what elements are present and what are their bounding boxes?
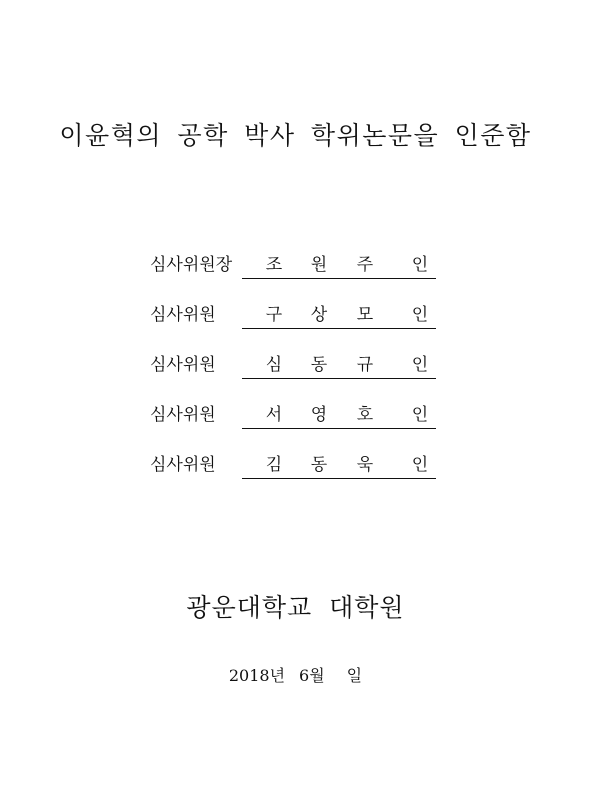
member-name-char: 영 xyxy=(310,405,328,425)
date-month: 6월 xyxy=(299,666,325,685)
member-name-char: 욱 xyxy=(356,455,374,475)
date-year: 2018년 xyxy=(228,666,286,685)
page-title: 이윤혁의 공학 박사 학위논문을 인준함 xyxy=(59,121,532,150)
university-name: 광운대학교 대학원 xyxy=(186,593,405,622)
seal-mark: 인 xyxy=(411,405,429,425)
member-role: 심사위원 xyxy=(150,455,216,475)
signature-line xyxy=(242,302,436,329)
seal-mark: 인 xyxy=(411,255,429,275)
member-name-char: 주 xyxy=(356,255,374,275)
signature-line xyxy=(242,352,436,379)
committee-member-row xyxy=(150,452,450,502)
seal-mark: 인 xyxy=(411,355,429,375)
committee-member-row xyxy=(150,252,450,302)
signature-line xyxy=(242,402,436,429)
member-role: 심사위원 xyxy=(150,355,216,375)
member-name-char: 동 xyxy=(310,355,328,375)
member-name-char: 동 xyxy=(310,455,328,475)
member-name-char: 구 xyxy=(265,305,283,325)
seal-mark: 인 xyxy=(411,305,429,325)
seal-mark: 인 xyxy=(411,455,429,475)
member-name-char: 원 xyxy=(310,255,328,275)
member-name-char: 모 xyxy=(356,305,374,325)
committee-member-row xyxy=(150,352,450,402)
member-name-char: 상 xyxy=(310,305,328,325)
committee-member-row xyxy=(150,402,450,452)
member-role: 심사위원 xyxy=(150,305,216,325)
member-name-char: 김 xyxy=(265,455,283,475)
member-role: 심사위원 xyxy=(150,405,216,425)
member-name-char: 서 xyxy=(265,405,283,425)
member-name-char: 규 xyxy=(356,355,374,375)
approval-date xyxy=(0,663,591,686)
signature-line xyxy=(242,452,436,479)
committee-list xyxy=(150,252,450,502)
member-name-char: 호 xyxy=(356,405,374,425)
committee-member-row xyxy=(150,302,450,352)
member-name-char: 조 xyxy=(265,255,283,275)
member-role: 심사위원장 xyxy=(150,255,233,275)
signature-line xyxy=(242,252,436,279)
member-name-char: 심 xyxy=(265,355,283,375)
date-day: 일 xyxy=(346,666,363,685)
